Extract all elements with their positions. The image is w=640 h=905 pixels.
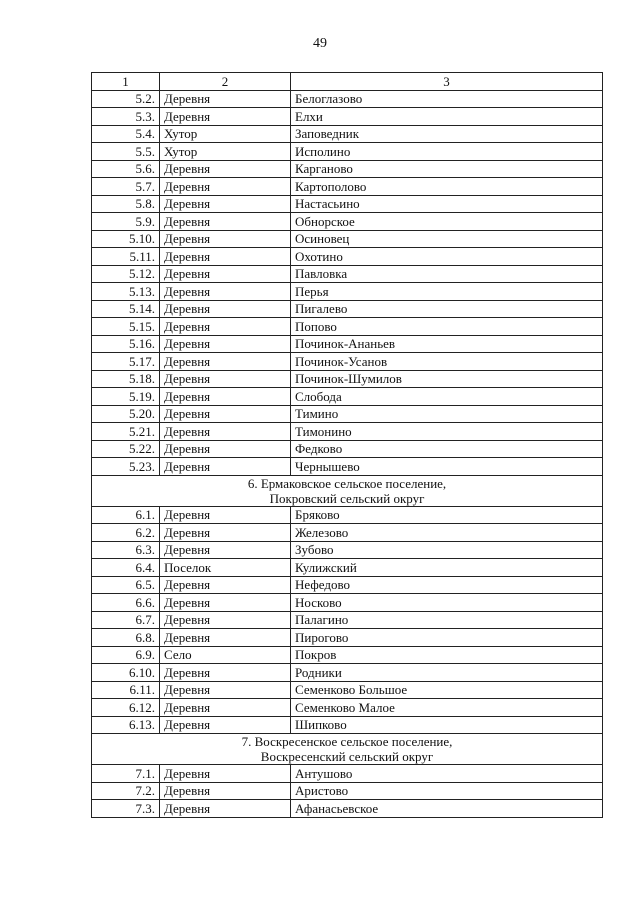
section-title-line: Покровский сельский округ (269, 490, 425, 506)
table-row (92, 541, 603, 559)
settlement-type: Деревня (160, 765, 291, 783)
section-title (92, 475, 603, 506)
row-number: 5.11. (92, 248, 160, 266)
table-row (92, 629, 603, 647)
settlement-name: Перья (291, 283, 603, 301)
settlement-name: Пирогово (291, 629, 603, 647)
settlement-type: Деревня (160, 265, 291, 283)
table-body (92, 73, 603, 818)
table-row (92, 576, 603, 594)
settlement-name: Афанасьевское (291, 800, 603, 818)
settlement-type: Деревня (160, 506, 291, 524)
settlement-name: Охотино (291, 248, 603, 266)
table-row (92, 440, 603, 458)
settlement-type: Деревня (160, 458, 291, 476)
settlement-type: Деревня (160, 681, 291, 699)
settlement-name: Слобода (291, 388, 603, 406)
row-number: 6.8. (92, 629, 160, 647)
row-number: 5.13. (92, 283, 160, 301)
settlement-name: Настасьино (291, 195, 603, 213)
row-number: 7.3. (92, 800, 160, 818)
row-number: 6.11. (92, 681, 160, 699)
settlement-type: Деревня (160, 800, 291, 818)
table-row (92, 664, 603, 682)
table-row (92, 90, 603, 108)
row-number: 7.1. (92, 765, 160, 783)
row-number: 6.9. (92, 646, 160, 664)
page-number: 49 (313, 36, 327, 51)
section-title (92, 734, 603, 765)
row-number: 6.6. (92, 594, 160, 612)
settlement-name: Чернышево (291, 458, 603, 476)
header-col-3: 3 (291, 73, 603, 91)
settlement-name: Палагино (291, 611, 603, 629)
table-row (92, 283, 603, 301)
row-number: 5.16. (92, 335, 160, 353)
header-col-2: 2 (160, 73, 291, 91)
settlement-type: Деревня (160, 405, 291, 423)
settlement-name: Павловка (291, 265, 603, 283)
settlement-name: Железово (291, 524, 603, 542)
settlement-name: Семенково Малое (291, 699, 603, 717)
table-row (92, 594, 603, 612)
row-number: 6.12. (92, 699, 160, 717)
settlement-type: Деревня (160, 230, 291, 248)
settlement-type: Деревня (160, 335, 291, 353)
section-header-row (92, 734, 603, 765)
row-number: 7.2. (92, 782, 160, 800)
settlement-name: Елхи (291, 108, 603, 126)
row-number: 5.4. (92, 125, 160, 143)
settlement-name: Антушово (291, 765, 603, 783)
table-row (92, 524, 603, 542)
table-header-row (92, 73, 603, 91)
row-number: 5.3. (92, 108, 160, 126)
row-number: 5.22. (92, 440, 160, 458)
settlement-type: Деревня (160, 370, 291, 388)
settlement-type: Село (160, 646, 291, 664)
settlement-type: Деревня (160, 90, 291, 108)
table-row (92, 300, 603, 318)
settlement-type: Деревня (160, 213, 291, 231)
settlement-type: Деревня (160, 576, 291, 594)
table-row (92, 405, 603, 423)
table-row (92, 143, 603, 161)
row-number: 5.17. (92, 353, 160, 371)
table-row (92, 195, 603, 213)
row-number: 5.20. (92, 405, 160, 423)
settlement-type: Деревня (160, 195, 291, 213)
row-number: 5.8. (92, 195, 160, 213)
row-number: 6.1. (92, 506, 160, 524)
settlement-type: Хутор (160, 125, 291, 143)
row-number: 6.2. (92, 524, 160, 542)
row-number: 6.4. (92, 559, 160, 577)
settlement-type: Хутор (160, 143, 291, 161)
settlement-type: Деревня (160, 782, 291, 800)
table-row (92, 458, 603, 476)
header-col-1: 1 (92, 73, 160, 91)
section-title-line: 7. Воскресенское сельское поселение, (241, 734, 453, 749)
table-row (92, 318, 603, 336)
settlement-name: Нефедово (291, 576, 603, 594)
settlement-type: Деревня (160, 160, 291, 178)
table-row (92, 213, 603, 231)
settlement-name: Тимонино (291, 423, 603, 441)
table-row (92, 646, 603, 664)
row-number: 5.21. (92, 423, 160, 441)
settlement-type: Деревня (160, 300, 291, 318)
settlement-type: Деревня (160, 318, 291, 336)
table-row (92, 388, 603, 406)
settlement-type: Деревня (160, 594, 291, 612)
row-number: 5.19. (92, 388, 160, 406)
table-row (92, 335, 603, 353)
row-number: 5.2. (92, 90, 160, 108)
settlement-type: Деревня (160, 248, 291, 266)
row-number: 5.9. (92, 213, 160, 231)
table-row (92, 353, 603, 371)
settlement-name: Попово (291, 318, 603, 336)
table-row (92, 178, 603, 196)
row-number: 5.18. (92, 370, 160, 388)
settlement-type: Деревня (160, 629, 291, 647)
section-title-line: Воскресенский сельский округ (260, 749, 434, 764)
settlement-name: Аристово (291, 782, 603, 800)
settlement-type: Деревня (160, 664, 291, 682)
row-number: 5.6. (92, 160, 160, 178)
settlement-name: Починок-Ананьев (291, 335, 603, 353)
table-row (92, 559, 603, 577)
settlement-name: Карганово (291, 160, 603, 178)
settlement-type: Деревня (160, 283, 291, 301)
table-row (92, 125, 603, 143)
section-header-row (92, 475, 603, 506)
row-number: 6.5. (92, 576, 160, 594)
table-row (92, 265, 603, 283)
settlement-type: Деревня (160, 611, 291, 629)
table-row (92, 160, 603, 178)
row-number: 5.23. (92, 458, 160, 476)
settlement-type: Деревня (160, 108, 291, 126)
settlement-name: Носково (291, 594, 603, 612)
table-row (92, 681, 603, 699)
table-row (92, 108, 603, 126)
settlement-name: Бряково (291, 506, 603, 524)
settlement-type: Деревня (160, 388, 291, 406)
settlements-table (91, 72, 603, 818)
row-number: 5.7. (92, 178, 160, 196)
table-row (92, 370, 603, 388)
settlement-name: Починок-Усанов (291, 353, 603, 371)
settlement-name: Шипково (291, 716, 603, 734)
settlement-type: Деревня (160, 716, 291, 734)
row-number: 5.15. (92, 318, 160, 336)
row-number: 6.13. (92, 716, 160, 734)
settlement-name: Покров (291, 646, 603, 664)
table-row (92, 699, 603, 717)
row-number: 6.10. (92, 664, 160, 682)
settlement-type: Деревня (160, 178, 291, 196)
settlement-name: Белоглазово (291, 90, 603, 108)
settlement-name: Исполино (291, 143, 603, 161)
settlement-type: Деревня (160, 524, 291, 542)
row-number: 6.7. (92, 611, 160, 629)
settlement-name: Федково (291, 440, 603, 458)
settlement-type: Деревня (160, 423, 291, 441)
table-row (92, 765, 603, 783)
settlement-type: Деревня (160, 353, 291, 371)
table-row (92, 506, 603, 524)
table-row (92, 782, 603, 800)
table-row (92, 423, 603, 441)
settlement-name: Картополово (291, 178, 603, 196)
table-row (92, 800, 603, 818)
row-number: 6.3. (92, 541, 160, 559)
settlement-name: Тимино (291, 405, 603, 423)
row-number: 5.10. (92, 230, 160, 248)
table-row (92, 611, 603, 629)
settlement-type: Деревня (160, 699, 291, 717)
table-row (92, 230, 603, 248)
settlement-name: Осиновец (291, 230, 603, 248)
settlement-name: Кулижский (291, 559, 603, 577)
settlement-name: Починок-Шумилов (291, 370, 603, 388)
settlement-name: Заповедник (291, 125, 603, 143)
row-number: 5.5. (92, 143, 160, 161)
section-title-line: 6. Ермаковское сельское поселение, (247, 475, 447, 491)
settlement-type: Деревня (160, 440, 291, 458)
row-number: 5.14. (92, 300, 160, 318)
table-row (92, 248, 603, 266)
settlement-name: Пигалево (291, 300, 603, 318)
settlement-name: Родники (291, 664, 603, 682)
settlement-type: Деревня (160, 541, 291, 559)
settlement-name: Семенково Большое (291, 681, 603, 699)
row-number: 5.12. (92, 265, 160, 283)
settlement-name: Зубово (291, 541, 603, 559)
settlement-type: Поселок (160, 559, 291, 577)
settlement-name: Обнорское (291, 213, 603, 231)
table-row (92, 716, 603, 734)
